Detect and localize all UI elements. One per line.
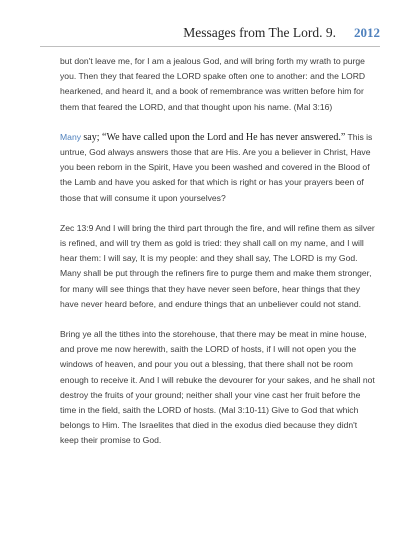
header-title: Messages from The Lord. 9. (183, 25, 336, 40)
paragraph-2 (60, 130, 378, 206)
paragraph-2-quote: say; “We have called upon the Lord and He has never answered.” (83, 131, 346, 143)
paragraph-2-rest: This is untrue, God always answers those that are His. Are you a believer in Christ, Have you been reborn in the Spirit, Have you been washed and covered in the Blood of the Lamb and have you asked for that which is right or has your prayers been of those that will consume it upon yourselves? (60, 131, 373, 203)
paragraph-3: Zec 13:9 And I will bring the third part through the fire, and will refine them as silver is refined, and will try them as gold is tried: they shall call on my name, and I will hear them: I will say, It is my people: and they shall say, The LORD is my God. Many shall be put through the refiners fire to purge them and make them stronger, for many will see things that they have never seen before, hear things that they have never heard before, and endure things that an unbeliever could not stand. (60, 222, 375, 309)
paragraph-1: but don't leave me, for I am a jealous God, and will bring forth my wrath to purge you. Then they that feared the LORD spake often one to another: and the LORD hearkened, and heard it, and a book of remembrance was written before him for them that feared the LORD, and that thought upon his name. (Mal 3:16) (60, 56, 366, 112)
document-body (60, 54, 378, 464)
header-year: 2012 (354, 25, 380, 40)
page-header (40, 24, 380, 47)
paragraph-4: Bring ye all the tithes into the storehouse, that there may be meat in mine house, and prove me now herewith, saith the LORD of hosts, if I will not open you the windows of heaven, and pour you out a blessing, that there shall not be room enough to receive it. And I will rebuke the devourer for your sakes, and he shall not destroy the fruits of your ground; neither shall your vine cast her fruit before the time in the field, saith the LORD of hosts. (Mal 3:10-11) Give to God that which belongs to Him. The Israelites that died in the exodus died because they didn't keep their promise to God. (60, 329, 375, 446)
paragraph-2-lead: Many (60, 131, 82, 142)
